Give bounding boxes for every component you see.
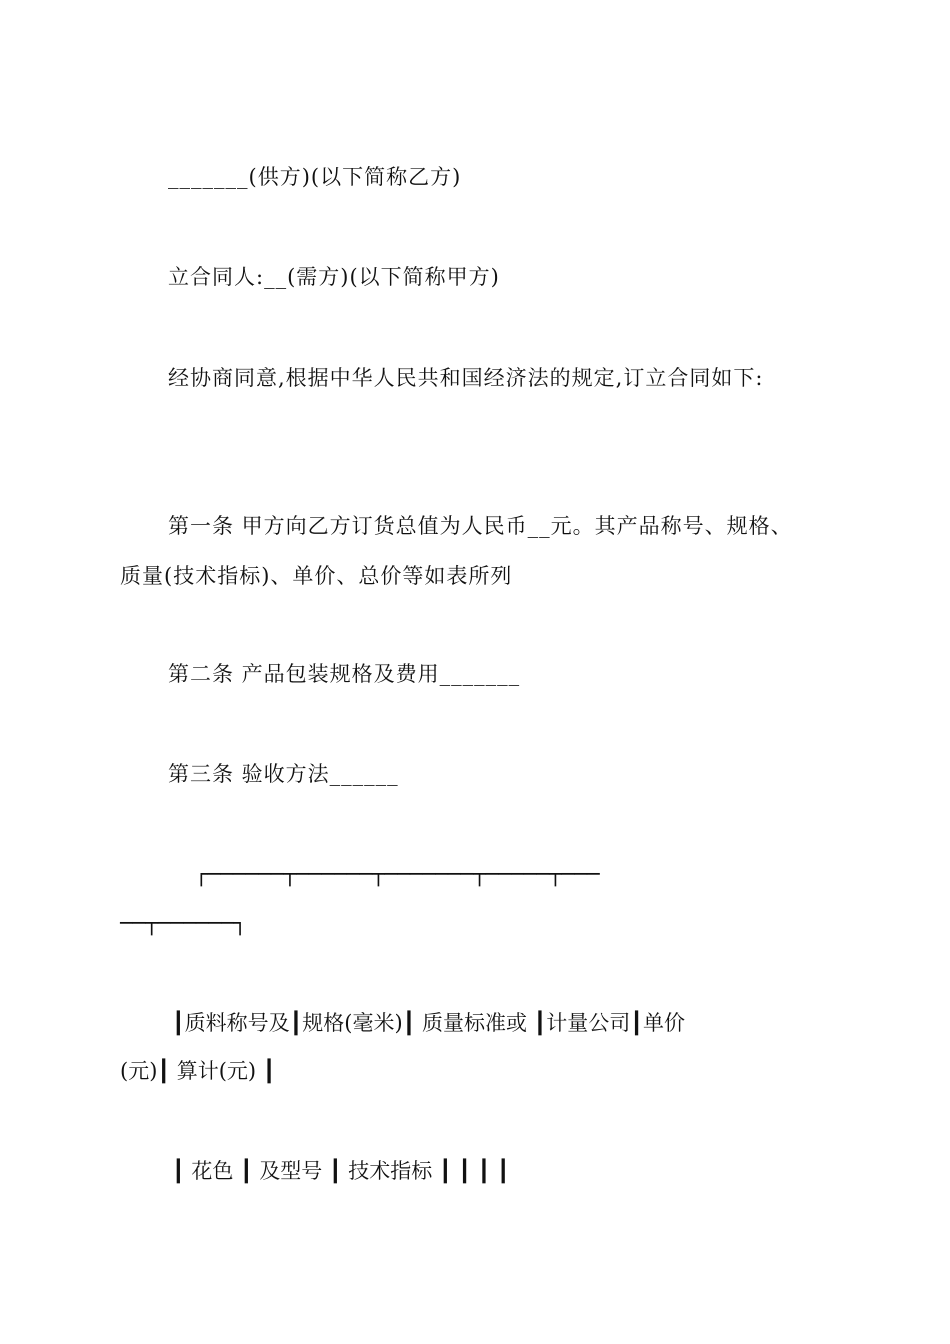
article-three: 第三条 验收方法______ (168, 762, 399, 786)
table-top-border-1: ┌──────┬──────┬───────┬─────┬─── (195, 862, 600, 886)
article-two: 第二条 产品包装规格及费用_______ (168, 662, 521, 686)
table-top-border-2: ──┬──────┐ (120, 911, 247, 935)
table-header-row-1-wrap: (元)┃ 算计(元) ┃ (120, 1059, 276, 1083)
supplier-line: _______(供方)(以下简称乙方) (168, 165, 462, 189)
table-header-row-1: ┃质料称号及┃规格(毫米)┃ 质量标准或 ┃计量公司┃单价 (172, 1011, 685, 1035)
contract-party-line: 立合同人:__(需方)(以下简称甲方) (168, 265, 500, 289)
agreement-intro: 经协商同意,根据中华人民共和国经济法的规定,订立合同如下: (168, 366, 764, 390)
article-one-line-1: 第一条 甲方向乙方订货总值为人民币__元。其产品称号、规格、 (168, 514, 793, 538)
table-header-row-2: ┃ 花色 ┃ 及型号 ┃ 技术指标 ┃ ┃ ┃ ┃ (172, 1159, 510, 1183)
article-one-line-2: 质量(技术指标)、单价、总价等如表所列 (120, 564, 513, 588)
